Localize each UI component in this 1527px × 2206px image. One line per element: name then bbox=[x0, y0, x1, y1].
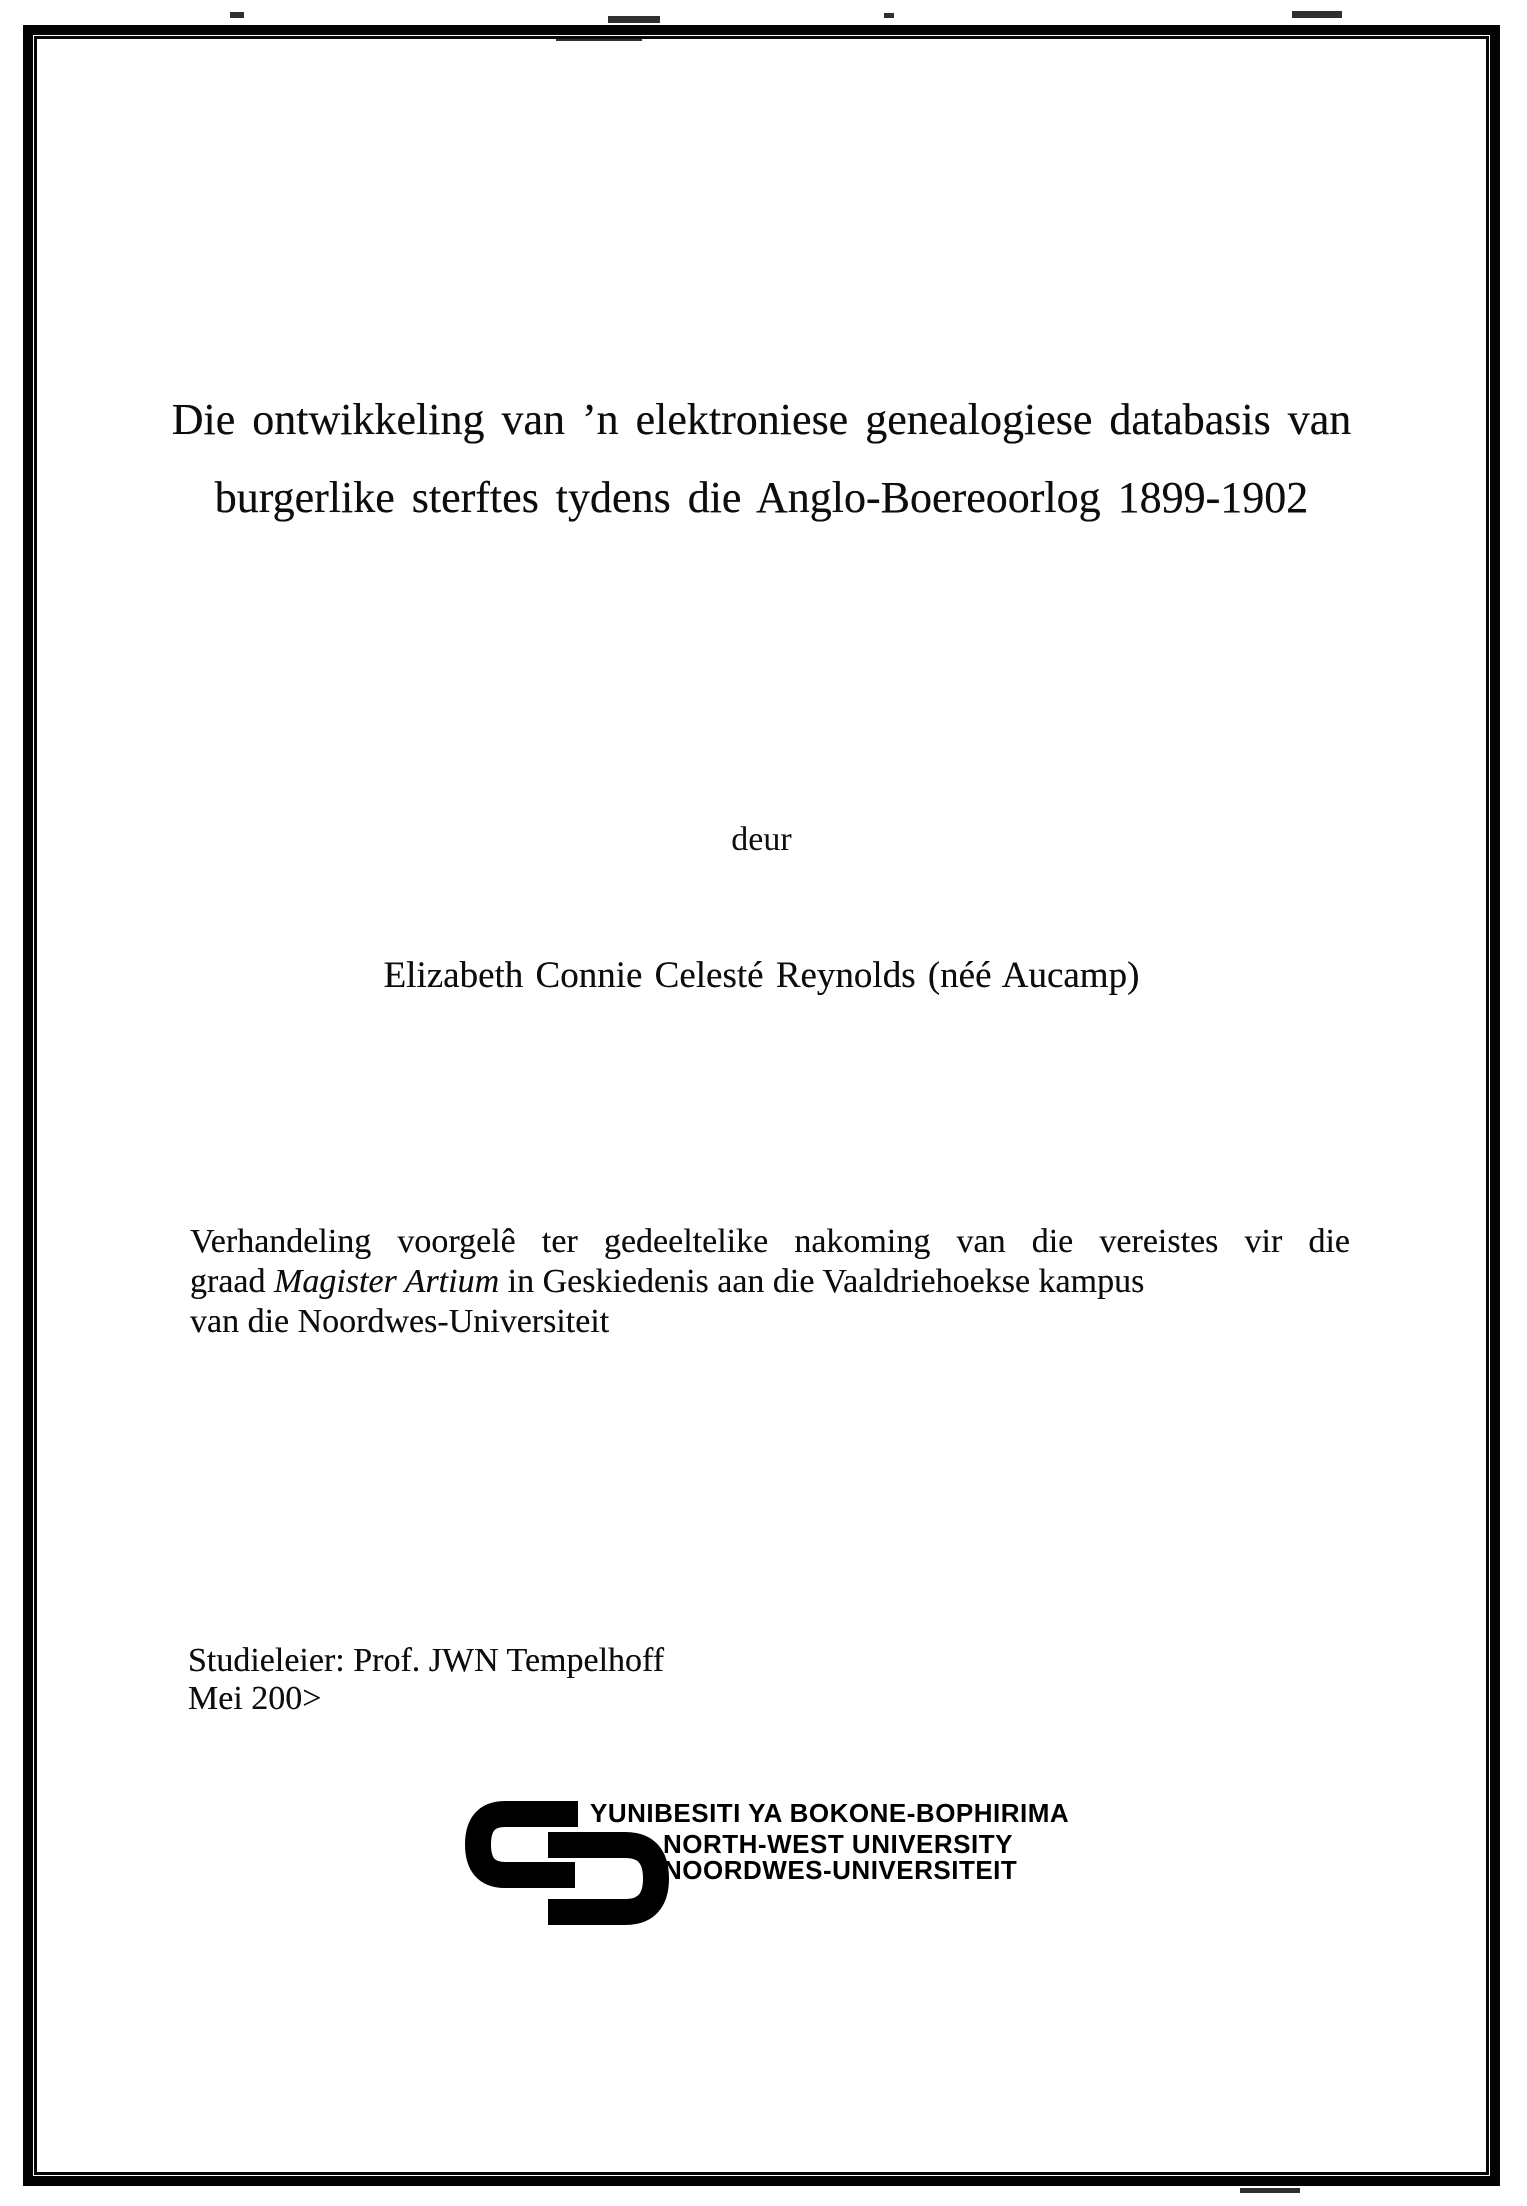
degree-name-italic: Magister Artium bbox=[274, 1263, 500, 1300]
supervisor-date-block bbox=[188, 1642, 664, 1718]
scan-noise bbox=[556, 37, 642, 41]
degree-statement-line-2 bbox=[190, 1262, 1350, 1302]
degree-statement-line-1: Verhandeling voorgelê ter gedeeltelike nakoming van die vereistes vir die bbox=[190, 1223, 1350, 1260]
logo-text-english: NORTH-WEST UNIVERSITY bbox=[663, 1829, 1013, 1859]
degree-statement-line-2-prefix: graad bbox=[190, 1263, 275, 1300]
scan-noise bbox=[884, 13, 894, 18]
degree-statement-line-3: van die Noordwes-Universiteit bbox=[190, 1303, 610, 1340]
supervisor-line: Studieleier: Prof. JWN Tempelhoff bbox=[188, 1642, 665, 1679]
degree-statement-line-2-suffix: in Geskiedenis aan die Vaaldriehoekse kampus bbox=[499, 1263, 1145, 1300]
scan-noise bbox=[1240, 2188, 1300, 2193]
date-line: Mei 200> bbox=[188, 1680, 322, 1717]
author-name: Elizabeth Connie Celesté Reynolds (néé Aucamp) bbox=[383, 955, 1140, 996]
scan-noise bbox=[1292, 11, 1342, 18]
logo-text-setswana: YUNIBESITI YA BOKONE-BOPHIRIMA bbox=[590, 1798, 1070, 1828]
scan-noise bbox=[608, 16, 660, 23]
scan-noise bbox=[230, 12, 244, 18]
logo-text-afrikaans: NOORDWES-UNIVERSITEIT bbox=[663, 1855, 1018, 1885]
byline-label: deur bbox=[731, 821, 792, 858]
thesis-title-line-1: Die ontwikkeling van ’n elektroniese genealogiese databasis van bbox=[171, 395, 1352, 444]
thesis-title-line-2: burgerlike sterftes tydens die Anglo-Boereoorlog 1899-1902 bbox=[214, 473, 1309, 522]
university-logo bbox=[463, 1800, 1123, 1945]
degree-statement bbox=[190, 1222, 1350, 1342]
